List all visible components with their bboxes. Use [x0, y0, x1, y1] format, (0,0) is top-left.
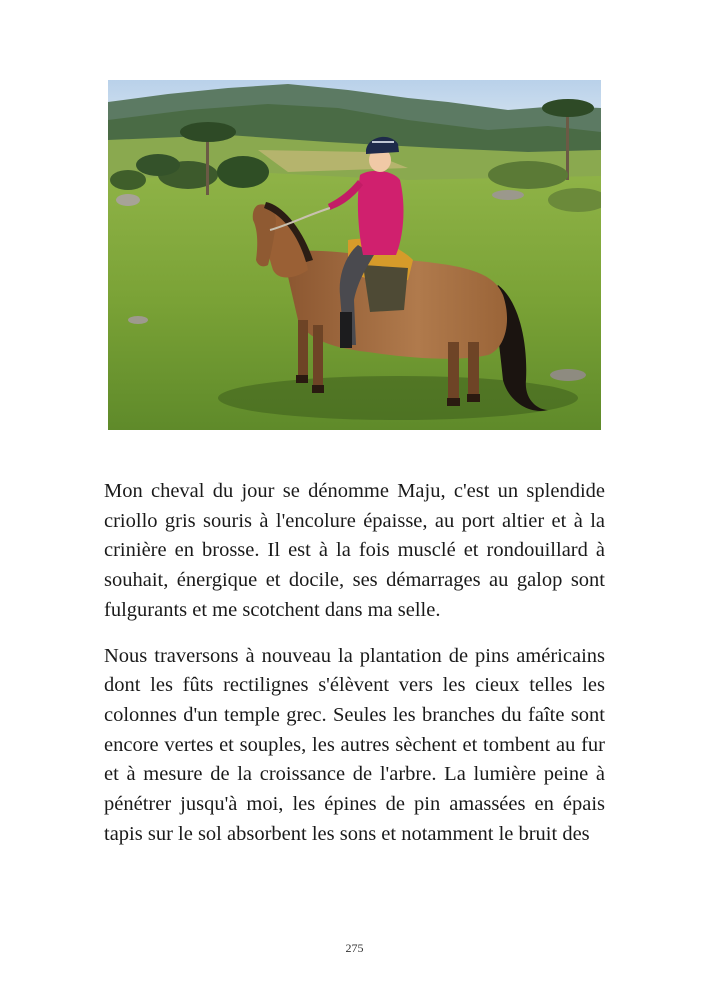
page-number: 275 [345, 941, 364, 955]
paragraph-1: Mon cheval du jour se dénomme Maju, c'est un splendide criollo gris souris à l'encolure épaisse, au port altier et à la crinière en brosse. Il est à la fois musclé et rondouillard à souhait, énergique et docile, ses démarrages au galop sont fulgurants et me scotchent dans ma selle. [104, 480, 605, 621]
body-text [104, 477, 605, 865]
rider-on-horse-photo [108, 80, 601, 430]
paragraph-2: Nous traversons à nouveau la plantation de pins américains dont les fûts rectilignes s'élèvent vers les cieux telles les colonnes d'un temple grec. Seules les branches du faîte sont encore vertes et souples, les autres sèchent et tombent au fur et à mesure de la croissance de l'arbre. La lumière peine à pénétrer jusqu'à moi, les épines de pin amassées en épais tapis sur le sol absorbent les sons et notamment le bruit des [104, 644, 605, 845]
